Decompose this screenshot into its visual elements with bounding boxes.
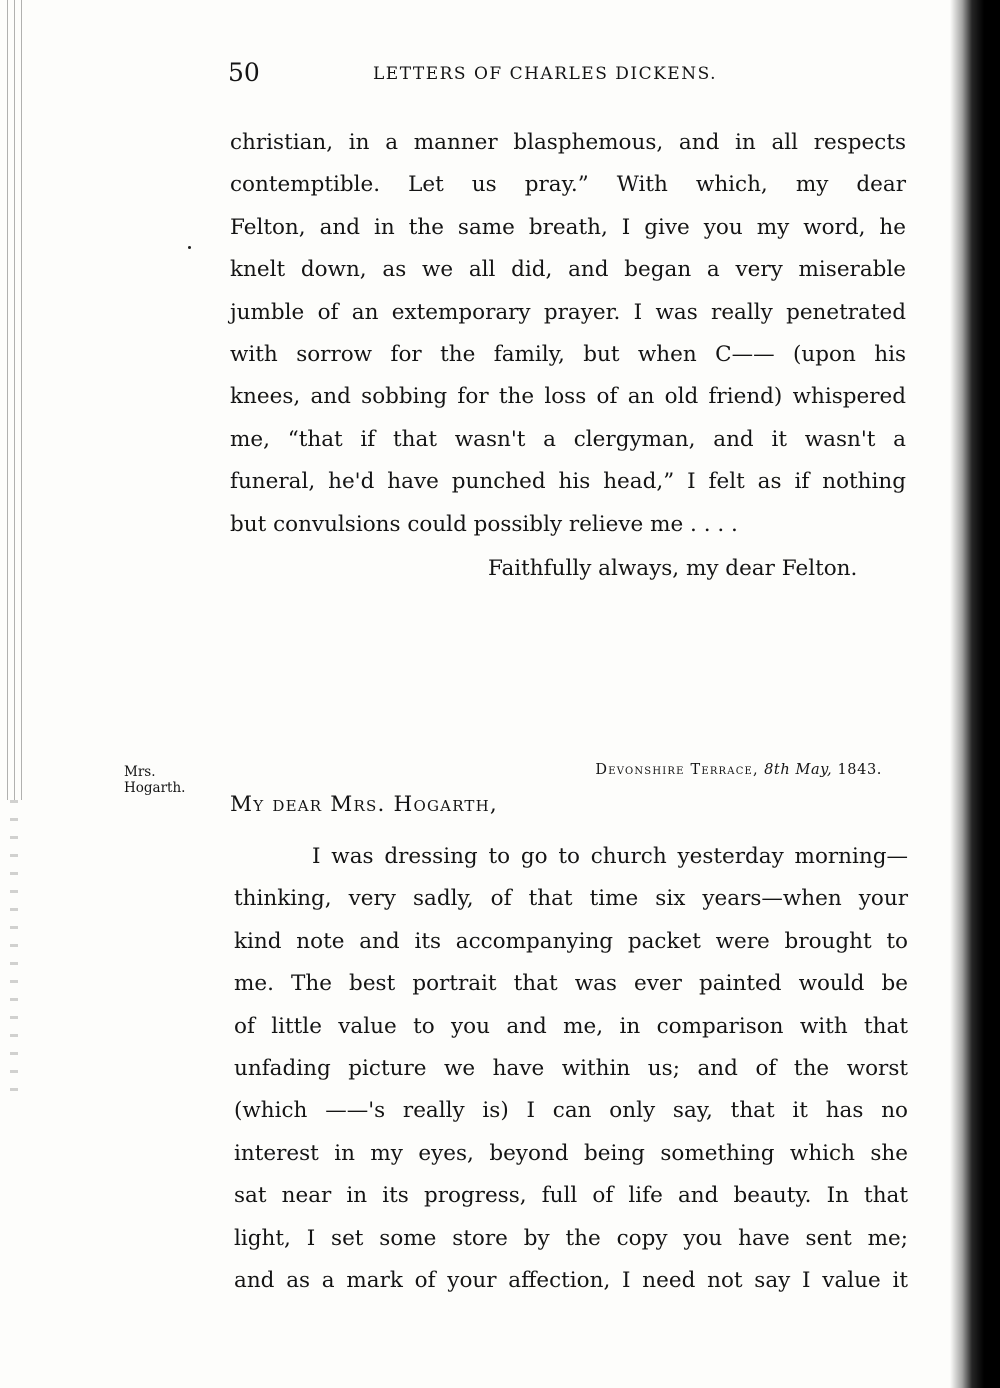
text-line: me. The best portrait that was ever painted would be [234,971,908,997]
binding-marks-left [10,800,18,1100]
dateline-day: 8th May, [764,762,833,778]
text-line: me, “that if that wasn't a clergyman, and it wasn't a [230,426,906,452]
text-line: contemptible. Let us pray.” With which, my dear [230,172,906,198]
letter-felton-body [230,122,906,546]
text-line: knees, and sobbing for the loss of an old friend) whispered [230,384,906,410]
running-head [228,58,908,94]
margin-note-line: Mrs. [124,764,156,780]
text-line: christian, in a manner blasphemous, and in all respects [230,130,906,155]
text-line: light, I set some store by the copy you have sent me; [234,1225,908,1251]
margin-note-line: Hogarth. [124,780,186,796]
text-line: but convulsions could possibly relieve me . . . . [230,511,738,537]
text-line: unfading picture we have within us; and of the worst [234,1055,908,1081]
binding-shadow-right [950,0,1000,1388]
dateline-place: Devonshire Terrace, [595,762,759,778]
text-line: I was dressing to go to church yesterday morning— [312,844,908,869]
text-line: interest in my eyes, beyond being something which she [234,1140,908,1166]
text-line: kind note and its accompanying packet were brought to [234,928,908,954]
text-line: thinking, very sadly, of that time six years—when your [234,886,908,912]
text-line: sat near in its progress, full of life and beauty. In that [234,1183,908,1209]
text-line: (which ——'s really is) I can only say, that it has no [234,1098,908,1124]
letter-signoff: Faithfully always, my dear Felton. [488,556,858,581]
dateline-year: 1843. [837,762,882,778]
letter-salutation: My dear Mrs. Hogarth, [230,792,498,817]
text-line: Felton, and in the same breath, I give you my word, he [230,214,906,240]
binding-shadow-left [4,0,26,800]
text-line: funeral, he'd have punched his head,” I felt as if nothing [230,469,906,495]
letter-dateline [595,762,882,778]
page-number: 50 [228,58,260,87]
running-title: LETTERS OF CHARLES DICKENS. [373,64,718,84]
text-line: jumble of an extemporary prayer. I was really penetrated [230,299,906,325]
text-line: knelt down, as we all did, and began a very miserable [230,257,906,283]
margin-note-recipient [124,764,185,796]
text-line: and as a mark of your affection, I need not say I value it [234,1267,908,1293]
text-line: with sorrow for the family, but when C—— (upon his [230,341,906,367]
ink-speck [188,246,191,249]
text-line: of little value to you and me, in comparison with that [234,1013,908,1039]
letter-hogarth-body [234,836,908,1302]
